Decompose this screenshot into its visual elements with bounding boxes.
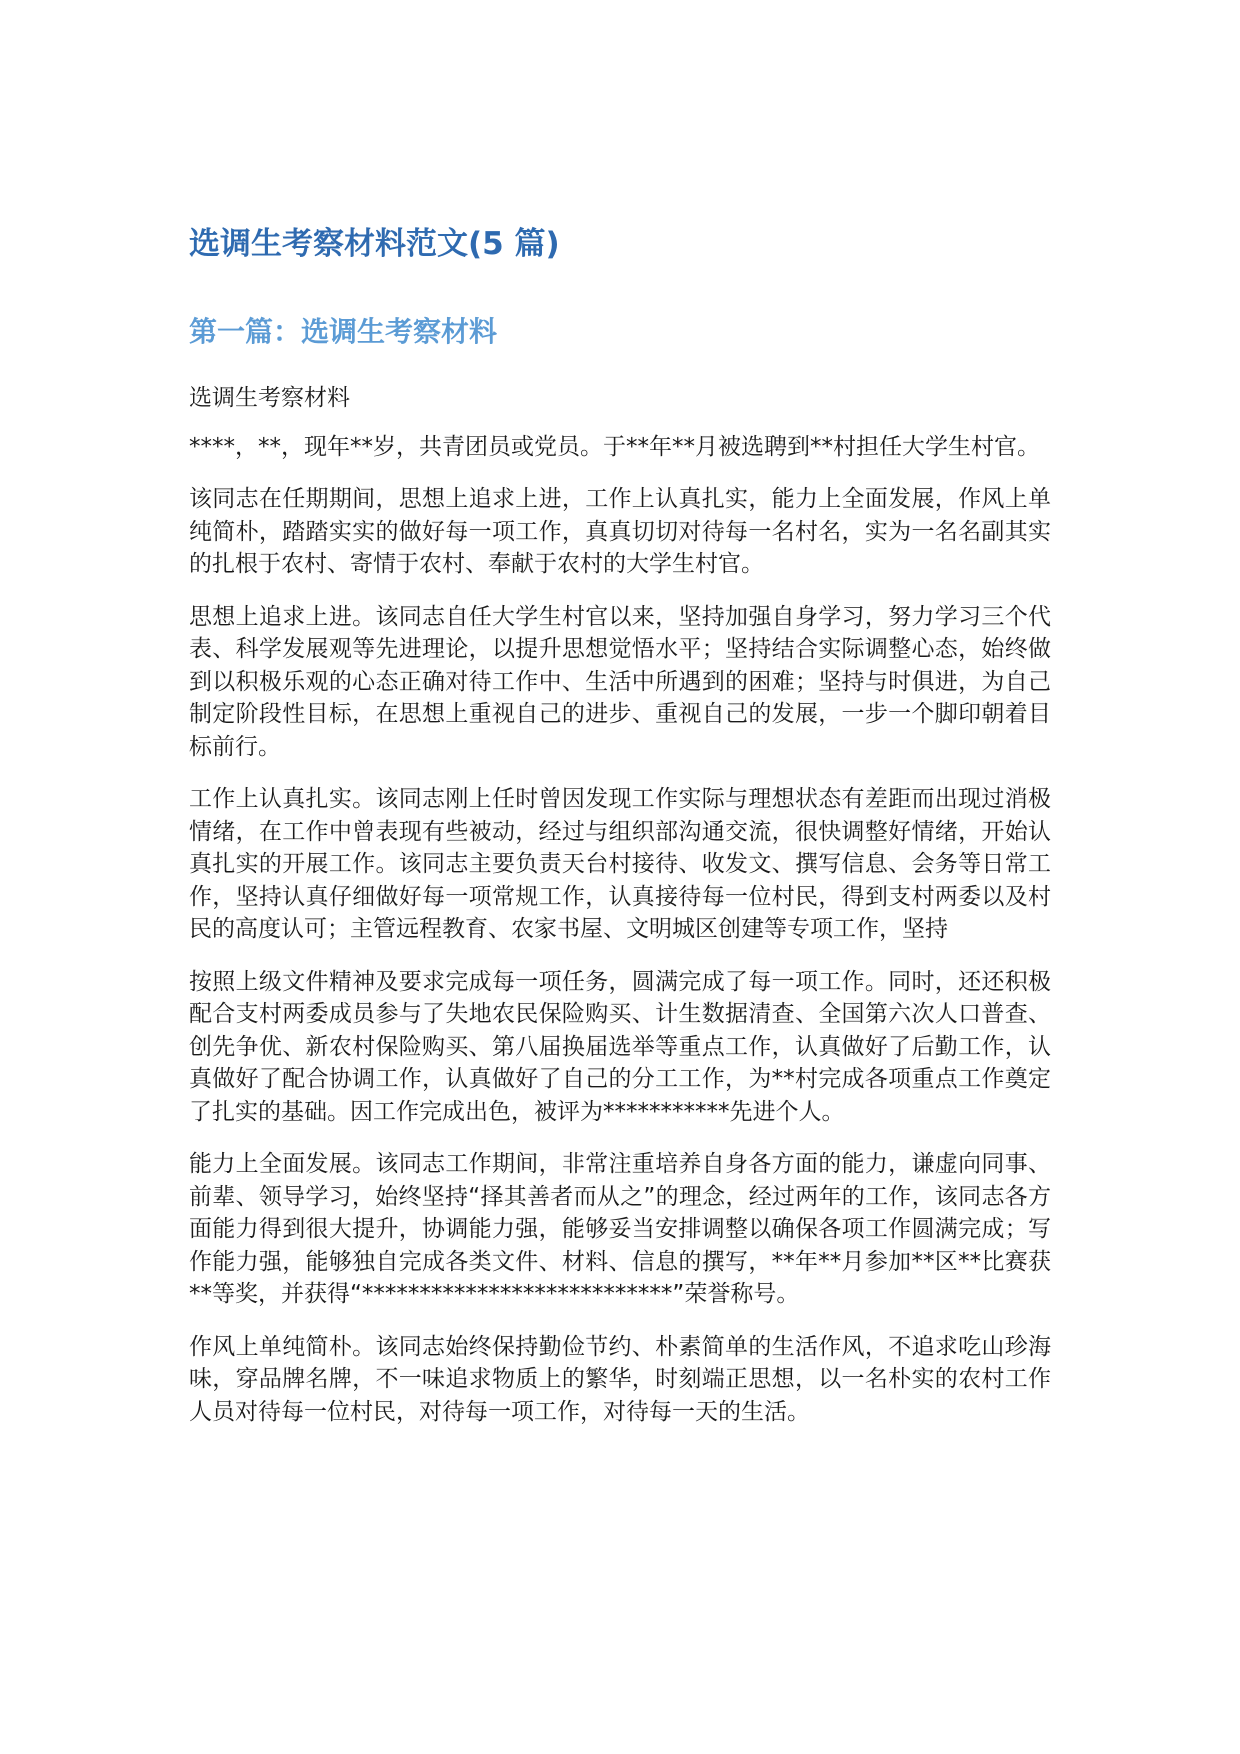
- section-title: 第一篇：选调生考察材料: [189, 315, 498, 348]
- paragraph-work-continued: 按照上级文件精神及要求完成每一项任务，圆满完成了每一项工作。同时，还还积极配合支村两委成员参与了失地农民保险购买、计生数据清查、全国第六次人口普查、创先争优、新农村保险购买、第八届换届选举等重点工作，认真做好了后勤工作，认真做好了配合协调工作，认真做好了自己的分工工作，为**村完成各项重点工作奠定了扎实的基础。因工作完成出色，被评为***********先进个人。: [189, 968, 1051, 1125]
- paragraph-summary: 该同志在任期期间，思想上追求上进，工作上认真扎实，能力上全面发展，作风上单纯简朴，踏踏实实的做好每一项工作，真真切切对待每一名村名，实为一名名副其实的扎根于农村、寄情于农村、奉献于农村的大学生村官。: [189, 486, 1051, 577]
- document-title: 选调生考察材料范文(5 篇): [189, 226, 560, 262]
- paragraph-ability: 能力上全面发展。该同志工作期间，非常注重培养自身各方面的能力，谦虚向同事、前辈、领导学习，始终坚持“择其善者而从之”的理念，经过两年的工作，该同志各方面能力得到很大提升，协调能力强，能够妥当安排调整以确保各项工作圆满完成；写作能力强，能够独自完成各类文件、材料、信息的撰写，**年**月参加**区**比赛获**等奖，并获得“***************************”荣誉称号。: [189, 1151, 1051, 1307]
- paragraph-work: 工作上认真扎实。该同志刚上任时曾因发现工作实际与理想状态有差距而出现过消极情绪，在工作中曾表现有些被动，经过与组织部沟通交流，很快调整好情绪，开始认真扎实的开展工作。该同志主要负责天台村接待、收发文、撰写信息、会务等日常工作，坚持认真仔细做好每一项常规工作，认真接待每一位村民，得到支村两委以及村民的高度认可；主管远程教育、农家书屋、文明城区创建等专项工作，坚持: [189, 786, 1051, 942]
- paragraph-subheading: 选调生考察材料: [189, 385, 350, 411]
- document-page: [189, 222, 1051, 1448]
- paragraph-intro: ****，**，现年**岁，共青团员或党员。于**年**月被选聘到**村担任大学生村官。: [189, 433, 1040, 460]
- paragraph-thought: 思想上追求上进。该同志自任大学生村官以来，坚持加强自身学习，努力学习三个代表、科学发展观等先进理论，以提升思想觉悟水平；坚持结合实际调整心态，始终做到以积极乐观的心态正确对待工作中、生活中所遇到的困难；坚持与时俱进，为自己制定阶段性目标，在思想上重视自己的进步、重视自己的发展，一步一个脚印朝着目标前行。: [189, 603, 1051, 760]
- paragraph-style: 作风上单纯简朴。该同志始终保持勤俭节约、朴素简单的生活作风，不追求吃山珍海味，穿品牌名牌，不一味追求物质上的繁华，时刻端正思想，以一名朴实的农村工作人员对待每一位村民，对待每一项工作，对待每一天的生活。: [189, 1333, 1051, 1425]
